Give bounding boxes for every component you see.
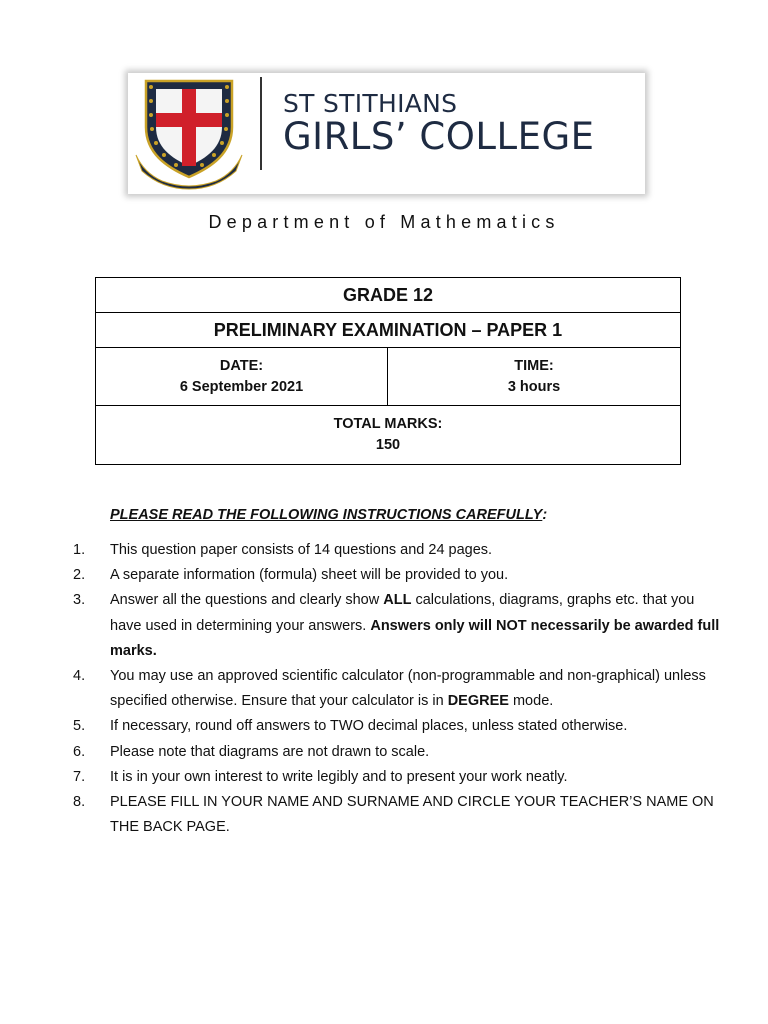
instructions-list <box>73 538 723 840</box>
instruction-number: 8. <box>73 794 86 811</box>
date-cell <box>96 348 388 405</box>
school-name-line1: ST STITHIANS <box>283 89 458 118</box>
school-logo <box>128 73 645 194</box>
instruction-item <box>73 563 723 588</box>
instruction-emphasis: DEGREE <box>447 693 509 710</box>
instruction-number: 6. <box>73 743 86 760</box>
date-time-row <box>96 348 680 406</box>
instruction-number: 3. <box>73 592 86 609</box>
total-marks-value: 150 <box>375 437 401 453</box>
time-value: 3 hours <box>507 379 561 395</box>
exam-title: PRELIMINARY EXAMINATION – PAPER 1 <box>213 319 563 340</box>
time-label: TIME: <box>514 358 554 374</box>
time-cell <box>388 348 680 405</box>
instruction-item <box>73 765 723 790</box>
instruction-text: This question paper consists of 14 questions and 24 pages. <box>110 542 493 558</box>
instruction-text: You may use an approved scientific calculator (non-programmable and non-graphical) unless specified otherwise. Ensure that your calculator is in <box>110 668 706 710</box>
instruction-item <box>73 538 723 563</box>
instruction-text: calculations, diagrams, graphs etc. that you have used in determining your answers. <box>110 592 695 634</box>
instruction-number: 4. <box>73 668 86 685</box>
instruction-emphasis: Answers only will NOT necessarily be awarded full marks. <box>110 617 720 659</box>
instruction-number: 7. <box>73 768 86 785</box>
instruction-item <box>73 714 723 739</box>
grade-row <box>96 278 680 313</box>
instruction-text: If necessary, round off answers to TWO decimal places, unless stated otherwise. <box>110 718 628 735</box>
total-marks-label: TOTAL MARKS: <box>333 416 443 432</box>
total-marks-cell <box>96 406 680 464</box>
total-marks-row <box>96 406 680 464</box>
instruction-text: Please note that diagrams are not drawn to scale. <box>110 743 430 760</box>
instruction-item <box>73 740 723 765</box>
instruction-text: It is in your own interest to write legibly and to present your work neatly. <box>110 768 568 785</box>
instruction-emphasis: ALL <box>383 592 412 609</box>
department-title: Department of Mathematics <box>208 212 560 232</box>
instruction-text: Answer all the questions and clearly show <box>110 592 384 609</box>
instruction-number: 5. <box>73 718 86 735</box>
date-label: DATE: <box>219 358 264 374</box>
instruction-item <box>73 588 723 664</box>
date-value: 6 September 2021 <box>179 379 304 395</box>
school-crest-icon <box>132 75 246 193</box>
school-name-line2: GIRLS’ COLLEGE <box>283 115 595 158</box>
instruction-text: PLEASE FILL IN YOUR NAME AND SURNAME AND CIRCLE YOUR TEACHER’S NAME ON THE BACK PAGE. <box>110 794 714 836</box>
instruction-number: 2. <box>73 567 86 584</box>
exam-row <box>96 313 680 348</box>
instruction-item <box>73 664 723 714</box>
instructions-heading-colon: : <box>542 507 548 523</box>
instructions-heading <box>110 507 547 523</box>
instruction-item <box>73 790 723 840</box>
exam-info-table <box>95 277 681 465</box>
instruction-number: 1. <box>73 542 86 558</box>
instructions-heading-text: PLEASE READ THE FOLLOWING INSTRUCTIONS CAREFULLY <box>110 507 543 523</box>
grade-text: GRADE 12 <box>342 284 434 305</box>
instruction-text: mode. <box>508 693 554 710</box>
logo-divider <box>260 77 262 170</box>
instruction-text: A separate information (formula) sheet will be provided to you. <box>110 567 509 584</box>
